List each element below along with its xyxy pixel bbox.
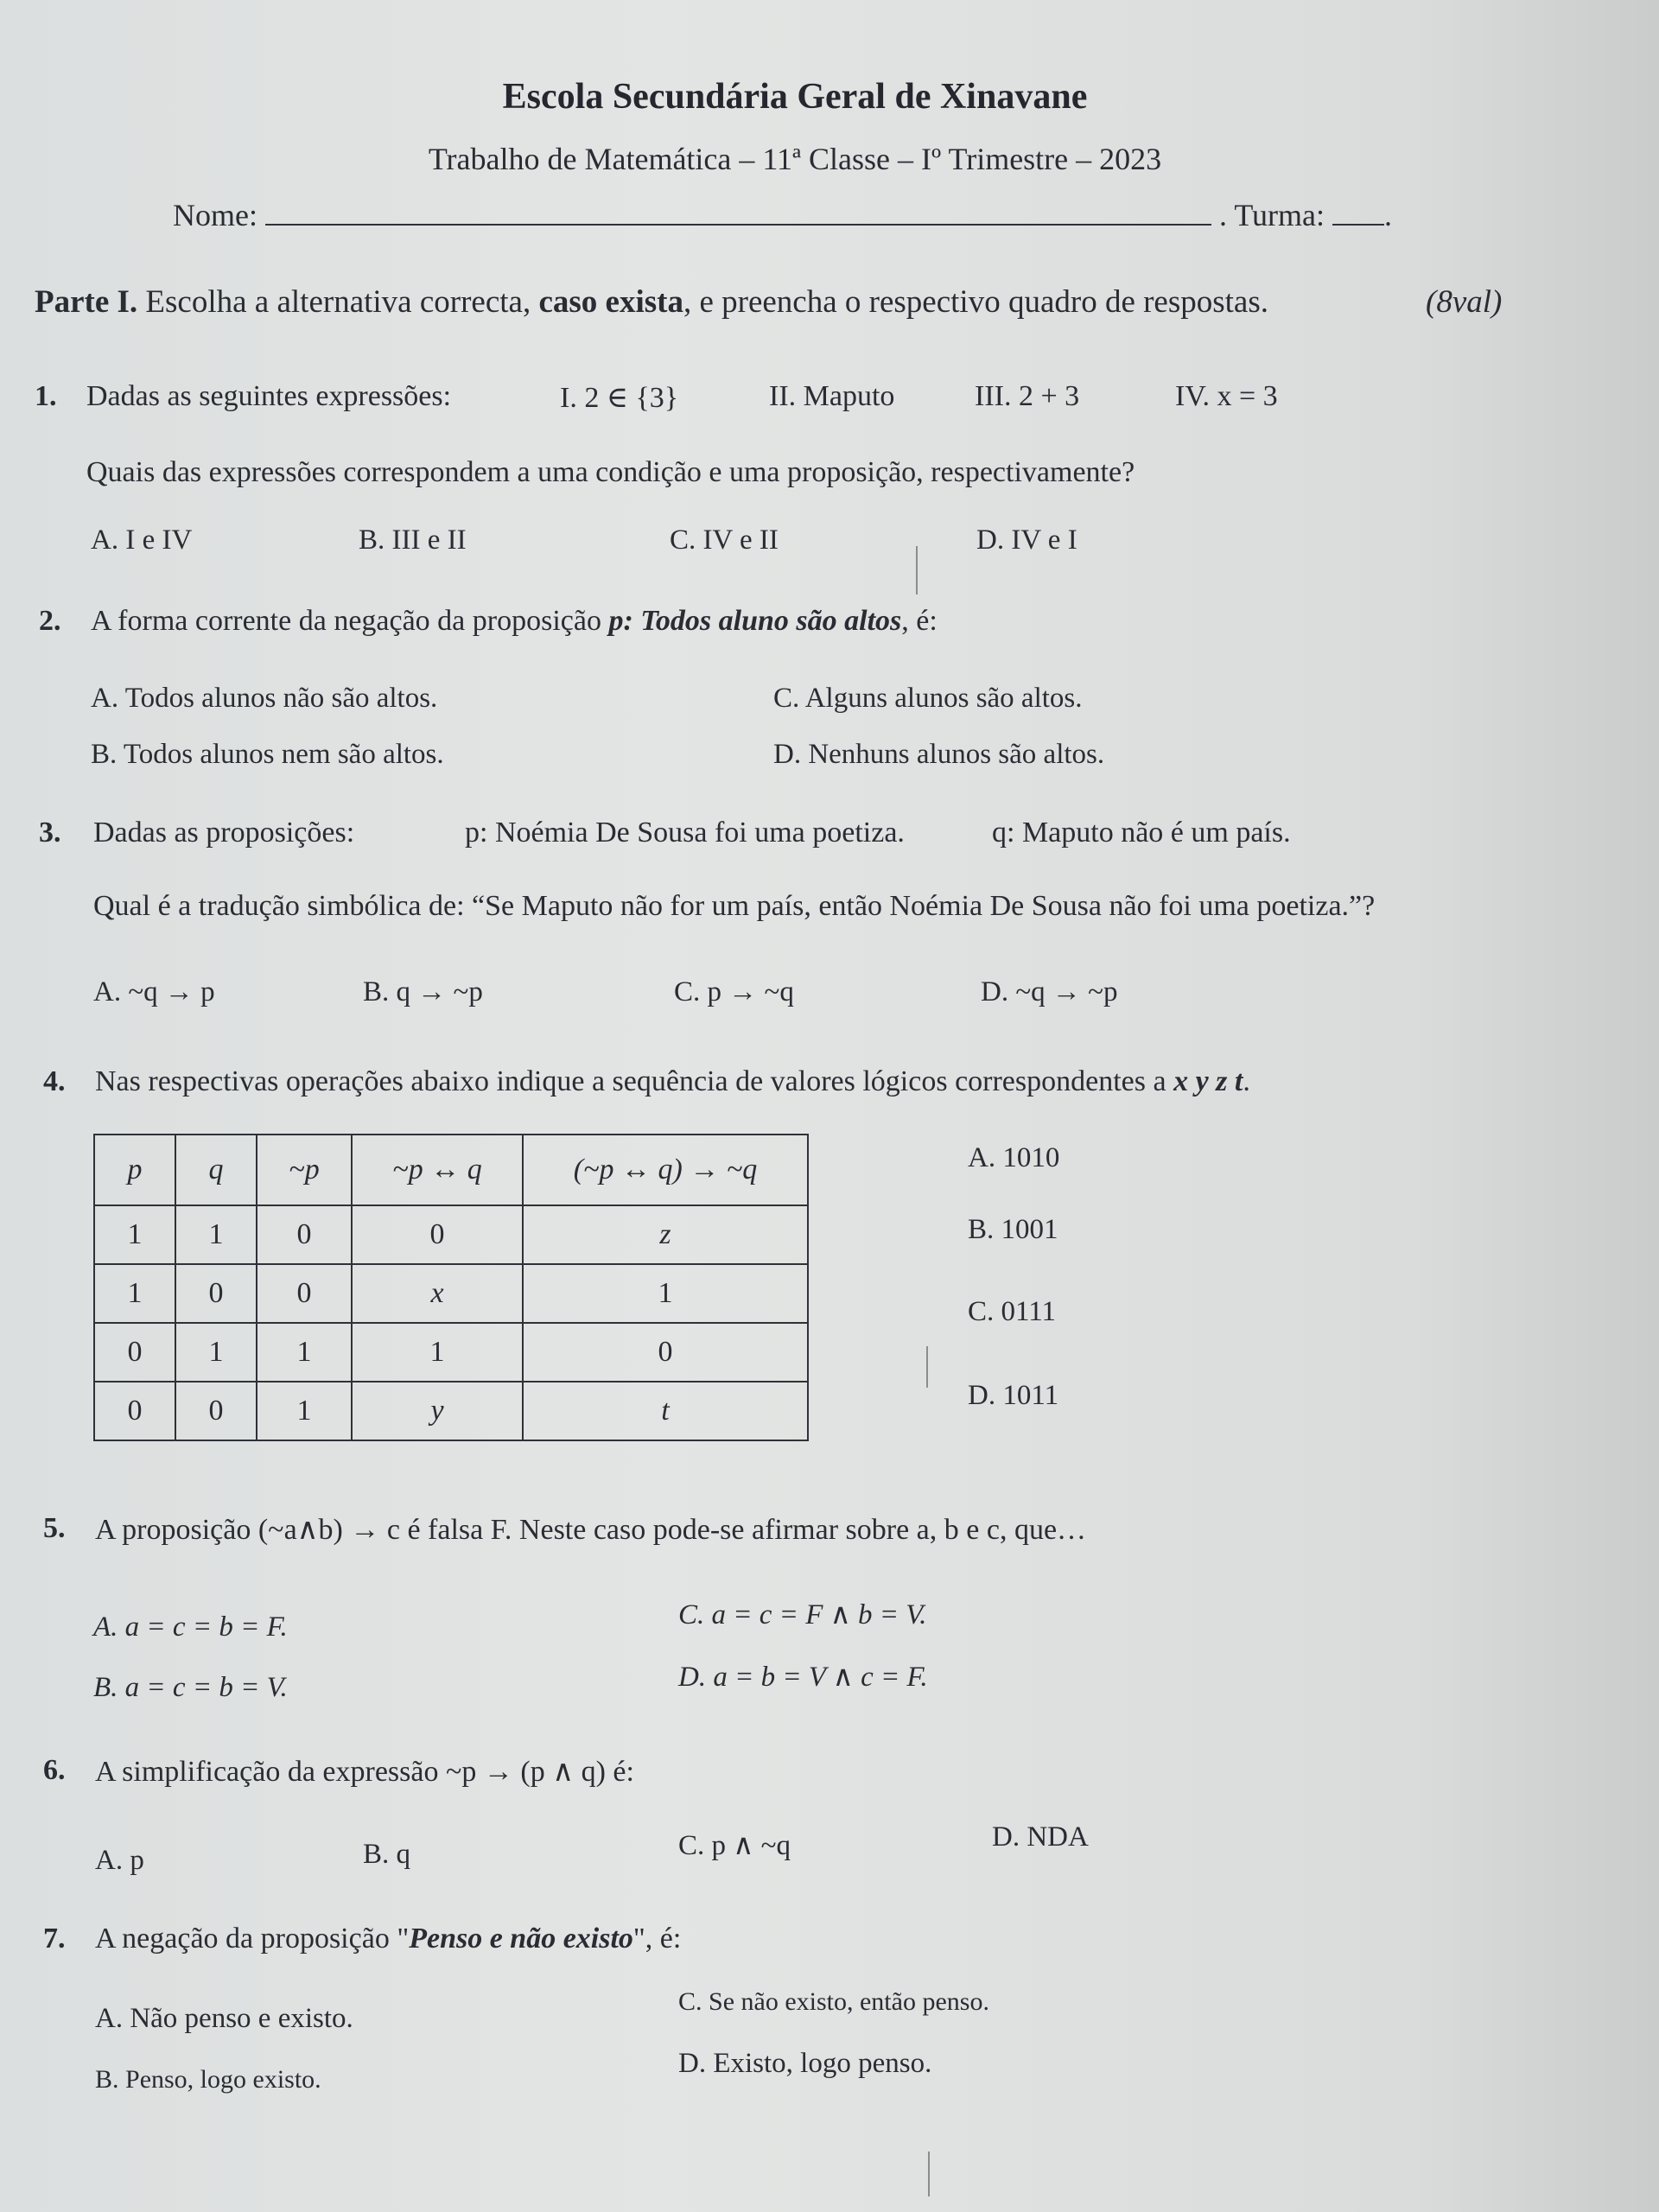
part-title: Parte I. <box>35 284 138 320</box>
part-value: (8val) <box>1426 284 1503 320</box>
scan-mark <box>916 546 918 594</box>
q1-option-b: B. III e II <box>359 524 467 556</box>
q4-option-b: B. 1001 <box>968 1214 1058 1245</box>
q3-option-c: C. p → ~q <box>674 976 794 1007</box>
header-cell: p <box>94 1135 175 1205</box>
q3-option-b: B. q → ~p <box>363 976 483 1007</box>
q6-option-d: D. NDA <box>992 1821 1089 1853</box>
q1-text: Dadas as seguintes expressões: <box>86 380 452 412</box>
q6-number: 6. <box>43 1754 66 1786</box>
class-label: . Turma: <box>1218 198 1325 232</box>
part-heading <box>35 283 1503 321</box>
table-cell: z <box>523 1205 808 1264</box>
q7-option-d: D. Existo, logo penso. <box>678 2048 932 2079</box>
q1-question: Quais das expressões correspondem a uma condição e uma proposição, respectivamente? <box>86 456 1135 488</box>
q4-option-a: A. 1010 <box>968 1142 1060 1173</box>
table-cell: 0 <box>175 1264 257 1323</box>
table-row <box>94 1323 808 1382</box>
table-cell: 1 <box>352 1323 523 1382</box>
header-cell: ~p ↔ q <box>352 1135 523 1205</box>
table-cell: 1 <box>523 1264 808 1323</box>
q4-variables: x y z t <box>1173 1065 1243 1097</box>
table-cell: 0 <box>523 1323 808 1382</box>
q5-option-c: C. a = c = F ∧ b = V. <box>678 1599 927 1630</box>
part-instruction-c: , e preencha o respectivo quadro de respostas. <box>683 284 1269 320</box>
q4-text: Nas respectivas operações abaixo indique a sequência de valores lógicos correspondentes a x y z t. <box>95 1065 1250 1097</box>
q4-option-c: C. 0111 <box>968 1296 1057 1327</box>
exam-subtitle: Trabalho de Matemática – 11ª Classe – Iº Trimestre – 2023 <box>428 142 1162 176</box>
q7-number: 7. <box>43 1923 66 1955</box>
class-blank-line <box>1332 224 1384 226</box>
q5-text: A proposição (~a∧b) → c é falsa F. Neste caso pode-se afirmar sobre a, b e c, que… <box>95 1514 1087 1546</box>
q7-option-a: A. Não penso e existo. <box>95 2003 353 2034</box>
part-instruction-b: caso exista <box>538 284 683 320</box>
truth-table-header <box>94 1135 808 1205</box>
table-cell: 1 <box>257 1323 352 1382</box>
table-cell: 1 <box>94 1264 175 1323</box>
q2-option-b: B. Todos alunos nem são altos. <box>91 739 444 770</box>
scan-mark <box>928 2152 930 2196</box>
table-cell: x <box>352 1264 523 1323</box>
q5-option-a: A. a = c = b = F. <box>93 1611 288 1643</box>
q1-option-c: C. IV e II <box>670 524 779 556</box>
q4-option-d: D. 1011 <box>968 1380 1059 1411</box>
name-row: Nome: . Turma: . <box>173 198 1393 232</box>
name-label: Nome: <box>173 198 257 232</box>
table-cell: 0 <box>94 1382 175 1440</box>
q3-p: p: Noémia De Sousa foi uma poetiza. <box>465 817 905 849</box>
header-cell: ~p <box>257 1135 352 1205</box>
q2-option-a: A. Todos alunos não são altos. <box>91 683 438 714</box>
table-cell: 0 <box>257 1205 352 1264</box>
q1-expr-2: II. Maputo <box>769 380 895 412</box>
table-cell: t <box>523 1382 808 1440</box>
q6-option-b: B. q <box>363 1839 411 1870</box>
header-cell: q <box>175 1135 257 1205</box>
q7-option-b: B. Penso, logo existo. <box>95 2065 321 2094</box>
header-cell: (~p ↔ q) → ~q <box>523 1135 808 1205</box>
q7-proposition: Penso e não existo <box>409 1923 633 1955</box>
scan-mark <box>926 1346 928 1388</box>
table-cell: 0 <box>175 1382 257 1440</box>
q1-option-a: A. I e IV <box>91 524 193 556</box>
q3-option-d: D. ~q → ~p <box>981 976 1118 1007</box>
q1-number: 1. <box>35 380 57 412</box>
table-cell: 0 <box>257 1264 352 1323</box>
name-blank-line <box>265 224 1211 226</box>
table-row <box>94 1205 808 1264</box>
q3-question: Qual é a tradução simbólica de: “Se Maputo não for um país, então Noémia De Sousa não foi uma poetiza.”? <box>93 890 1376 922</box>
table-cell: 1 <box>175 1205 257 1264</box>
q1-expr-3: III. 2 + 3 <box>975 380 1080 412</box>
table-cell: 1 <box>175 1323 257 1382</box>
table-cell: 1 <box>257 1382 352 1440</box>
truth-table <box>93 1134 809 1441</box>
q6-text: A simplificação da expressão ~p → (p ∧ q) é: <box>95 1756 634 1788</box>
q2-text: A forma corrente da negação da proposição p: Todos aluno são altos, é: <box>91 605 938 637</box>
q3-q: q: Maputo não é um país. <box>992 817 1291 849</box>
q6-option-a: A. p <box>95 1845 144 1876</box>
table-cell: y <box>352 1382 523 1440</box>
q2-number: 2. <box>39 605 61 637</box>
q5-option-b: B. a = c = b = V. <box>93 1672 288 1703</box>
table-row <box>94 1264 808 1323</box>
q5-option-d: D. a = b = V ∧ c = F. <box>678 1662 928 1693</box>
q3-option-a: A. ~q → p <box>93 976 215 1007</box>
q2-option-c: C. Alguns alunos são altos. <box>773 683 1083 714</box>
part-instruction-a: Escolha a alternativa correcta, <box>137 284 539 320</box>
q5-number: 5. <box>43 1512 66 1544</box>
q7-text: A negação da proposição "Penso e não existo", é: <box>95 1923 682 1955</box>
table-cell: 0 <box>352 1205 523 1264</box>
q1-expr-4: IV. x = 3 <box>1175 380 1278 412</box>
q4-number: 4. <box>43 1065 66 1097</box>
table-cell: 1 <box>94 1205 175 1264</box>
table-cell: 0 <box>94 1323 175 1382</box>
q2-option-d: D. Nenhuns alunos são altos. <box>773 739 1105 770</box>
q7-option-c: C. Se não existo, então penso. <box>678 1987 989 2016</box>
q1-expr-1: I. 2 ∈ {3} <box>560 382 679 414</box>
school-name: Escola Secundária Geral de Xinavane <box>502 77 1088 117</box>
q3-number: 3. <box>39 817 61 849</box>
q3-text: Dadas as proposições: <box>93 817 355 849</box>
table-row <box>94 1382 808 1440</box>
q2-proposition: p: Todos aluno são altos <box>608 605 902 637</box>
q6-option-c: C. p ∧ ~q <box>678 1830 791 1861</box>
q1-option-d: D. IV e I <box>976 524 1077 556</box>
